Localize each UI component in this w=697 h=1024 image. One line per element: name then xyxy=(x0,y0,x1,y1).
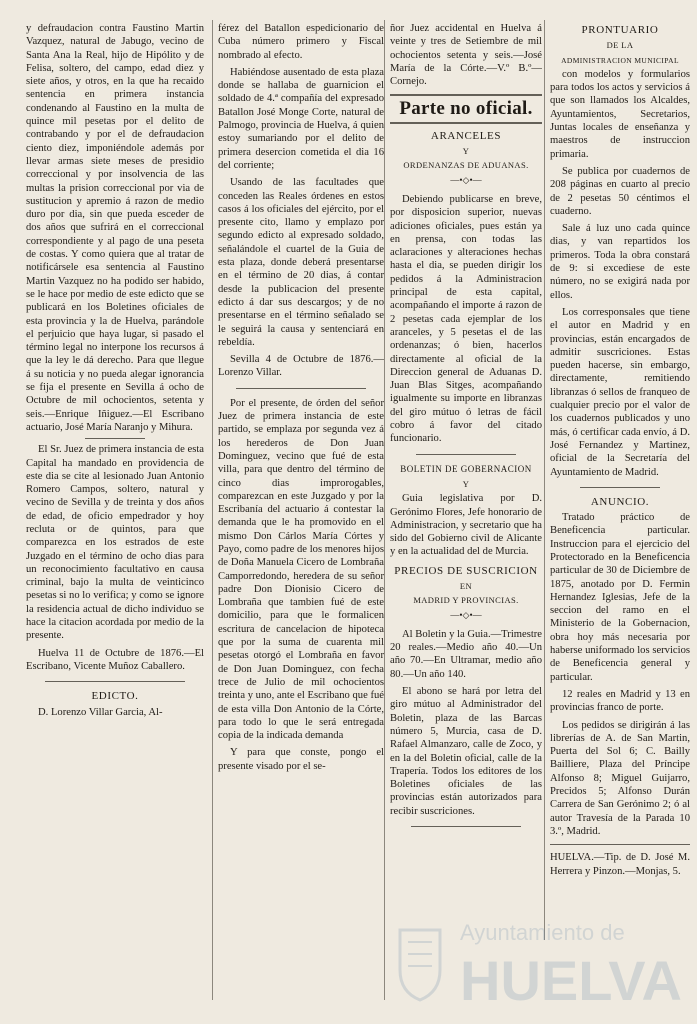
col1-paragraph-2: El Sr. Juez de primera instancia de esta Capital ha mandado en providencia de este dia se cite al lesionado Juan Antonio Romero Campos, soltero, natural y vecino de Sevilla y de treinta y dos años de edad, de oficio empedrador y hoy recluta or de quintos, para que comparezca en los estrados de este Juzgado en el término de ocho dias para un reconocimiento facultativo en causa criminal, bajo la multa de veinticinco pesetas si no lo verifica; y como se ignore la residencia actual de dicho individuo se hace la citacion acordada por medio de la presente. xyxy=(26,444,204,642)
prontuario-de-la: DE LA xyxy=(606,40,634,51)
col4-paragraph-4: Los corresponsales que tiene el autor en Madrid y en provincias, están encargados de admitir suscriciones. Estas pueden hacerse, sin embargo, directamente, remitiendo libranzas ó sellos de franqueo de cualquier precio por el valor de los cuadernos publicados y uno más, ó certificar cada envío, á D. José Fernandez y Martinez, oficial de la Secretaría del Ayuntamiento de Madrid. xyxy=(550,306,690,478)
col3-paragraph-2: Debiendo publicarse en breve, por disposicion superior, nuevas adiciones oficiales, pues están ya en prensa, con todas las aclaraciones y alteraciones hechas hasta el dia, se pueden dirigir los pedidos á la Administracion principal de esta capital, acompañando el importe á razon de 2 pesetas cada ejemplar de los aranceles, y 5 pesetas el de las ordenanzas; ó bien, hacerlos directamente al oficial de la Direccion general de Aduanas D. Juan Blas Sitges, acompañando igualmente su importe en libranzas del giro mútuo ó letras de fácil cobro á favor del citado funcionario. xyxy=(390,193,542,445)
col4-paragraph-2: Se publica por cuadernos de 208 páginas en cuarto al precio de 2 pesetas 50 céntimos el cuaderno. xyxy=(550,165,690,217)
col3-paragraph-1: ñor Juez accidental en Huelva á veinte y tres de Setiembre de mil ochocientos setenta y seis.—José María de la Córte.—V.º B.º—Cornejo. xyxy=(390,23,542,88)
col2-divider xyxy=(236,388,366,389)
col1-divider xyxy=(85,438,145,439)
col4-paragraph-1: con modelos y formularios para todos los actos y servicios á que son llamados los Alcaldes, Ayuntamientos, Secretarios, Juntas locales de enseñanza y maestros de instruccion primaria. xyxy=(550,68,690,160)
col2-paragraph-1: férez del Batallon espedicionario de Cuba número primero y Fiscal nombrado al efecto. xyxy=(218,23,384,61)
ornament-2: —•◇•— xyxy=(450,609,482,620)
col3-divider-2 xyxy=(416,454,516,455)
col2-paragraph-5: Por el presente, de órden del señor Juez de primera instancia de este partido, se emplaza por segunda vez á los herederos de Don Juan Dominguez, vecino que fué de esta villa, para que dentro del término de cinco dias improrogables, comparezcan en este Juzgado y por la Escribanía del actuario á contestar la demanda que le ha promovido en el mismo Don Cárlos María Córtes y Payo, como padre de los menores hijos de Doña Manuela Cicero de Lombraña Camporredondo, heredera de su señor padre Don Dionisio Cicero de Lombraña que tambien fué de este domicilio, para que le formalicen escritura de cancelacion de hipoteca que por la suma de cuarenta mil pesetas otorgó el Lombraña en favor de Don Juan Dominguez, con fecha trece de Julio de mil ochocientos treinta y uno, ante el Escribano que fué de esta villa Don Antonio de la Córte, para todo lo que le será entregada copia de la indicada demanda xyxy=(218,397,384,742)
col2-paragraph-2: Habiéndose ausentado de esta plaza donde se hallaba de guarnicion el soldado de 4.ª compañía del expresado Batallon José Monge Corte, natural de Palmogo, provincia de Huelva, á quien estoy sumariando por el delito de primera desercion cometida el dia 16 del corriente; xyxy=(218,66,384,171)
ornament-1: —•◇•— xyxy=(450,174,482,185)
boletin-y: Y xyxy=(462,478,470,489)
aranceles-title: ARANCELES xyxy=(430,129,502,142)
col4-paragraph-7: Los pedidos se dirigirán á las librerías de A. de San Martin, Puerta del Sol 6; C. Bailly Bailliere, Plaza del Príncipe Alfonso 8; Miguel Guijarro, Precidos 5; Alfonso Durán Carrera de San Gerónimo 2; ó al autor Travesía de la Parada 10 3.º, Madrid. xyxy=(550,719,690,837)
prontuario-title: PRONTUARIO xyxy=(581,24,659,36)
col1-paragraph-1: y defraudacion contra Faustino Martin Vazquez, natural de Jabugo, vecino de Santa Ana la Real, hijo de Hipólito y de Felisa, soltero, del campo, edad diez y siete años, y otros, en la que ha recaido sentencia en primera instancia condenando al Faustino en la multa de quince mil pesetas por el delito de contrabando y por el de defraudacion ciento diez, imponiéndole además por llevar armas siete meses de presidio correccional y por insolvencia de las multas la prision correccional por via de sustitucion y apremio á razon de medio duro por dia, sin que pueda esceder de dos años que sufrirá en el correccional correspondiente y al pago de una peseta de costas. Y como quiera que al tratar de notificársele esa sentencia al Faustino Martin Vazquez no ha podido ser habido, se le hace por medio de este edicto que se publicará en los Boletines oficiales de esta provincia y la de Huelva, parándole el perjuicio que haya lugar, si pasado el término legal no interpone los recursos á que la ley le dá derecho. Para que llegue á su noticia y no pueda alegar ignorancia se fija el presente en Sevilla á ocho de Octubre de mil ochocientos, setenta y seis.—Enrique Iñiguez.—El Escribano actuario, José María Naranjo y Mihura. xyxy=(26,23,204,433)
watermark-big-text: HUELVA xyxy=(460,949,682,1012)
col3-divider-bottom xyxy=(390,122,542,124)
col2-paragraph-6: Y para que conste, pongo el presente visado por el se- xyxy=(218,747,384,772)
col4-paragraph-5: Tratado práctico de Beneficencia particular. Instruccion para el ejercicio del Protectorado en la Beneficencia particular de 30 de Diciembre de 1875, anotado por D. Fermin Hernandez Iglesias, Jefe de la seccion del ramo en el Ministerio de la Gobernacion, obra hoy más necesaria por haberse uniformado los servicios de Beneficencia general y particular. xyxy=(550,512,690,683)
aranceles-subtitle: ORDENANZAS DE ADUANAS. xyxy=(403,160,529,171)
precios-title: PRECIOS DE SUSCRICION xyxy=(394,564,538,577)
column-3 xyxy=(390,22,542,1022)
col4-paragraph-6: 12 reales en Madrid y 13 en provincias franco de porte. xyxy=(550,688,690,714)
column-4 xyxy=(550,22,690,1022)
col2-paragraph-4: Sevilla 4 de Octubre de 1876.—Lorenzo Villar. xyxy=(218,354,384,379)
col1-paragraph-3: Huelva 11 de Octubre de 1876.—El Escribano, Vicente Muñoz Caballero. xyxy=(26,647,204,672)
precios-en: EN xyxy=(459,580,473,591)
col4-paragraph-3: Sale á luz uno cada quince dias, y van repartidos los primeros. Toda la obra constará de 9: si excediese de este número, no se exigirá nada por ellos. xyxy=(550,223,690,301)
column-rule-3 xyxy=(544,20,545,940)
anuncio-heading: ANUNCIO. xyxy=(590,495,650,508)
watermark-top-text: Ayuntamiento de xyxy=(460,920,625,945)
col1-divider-2 xyxy=(45,681,185,682)
column-rule-2 xyxy=(384,20,385,1000)
col4-divider xyxy=(580,487,660,488)
column-rule-1 xyxy=(212,20,213,1000)
boletin-title: BOLETIN DE GOBERNACION xyxy=(400,463,532,474)
col3-paragraph-4: Al Boletin y la Guia.—Trimestre 20 reales.—Medio año 40.—Un año 70.—En Ultramar, medio año 80.—Un año 140. xyxy=(390,628,542,680)
column-2 xyxy=(218,22,384,1022)
imprenta-footer: HUELVA.—Tip. de D. José M. Herrera y Pinzon.—Monjas, 5. xyxy=(550,852,690,877)
col3-paragraph-3: Guia legislativa por D. Gerónimo Flores, Jefe honorario de Administracion, y secretario que ha sido del Gobierno civil de Alicante y en la actualidad del de Murcia. xyxy=(390,493,542,558)
col4-divider-2 xyxy=(550,844,690,845)
column-1 xyxy=(26,22,204,1022)
col3-divider-3 xyxy=(411,826,521,827)
prontuario-subtitle: ADMINISTRACION MUNICIPAL xyxy=(561,55,679,65)
col3-divider-top xyxy=(390,94,542,96)
precios-subtitle: MADRID Y PROVINCIAS. xyxy=(413,595,519,606)
aranceles-y: Y xyxy=(462,146,470,157)
parte-no-oficial-heading: Parte no oficial. xyxy=(399,98,533,120)
col1-paragraph-4: D. Lorenzo Villar Garcia, Al- xyxy=(38,706,163,718)
col1-edicto-heading: EDICTO. xyxy=(91,690,139,703)
col3-paragraph-5: El abono se hará por letra del giro mútuo al Administrador del Boletin, plaza de las Barcas número 5, Murcia, casa de D. Rafael Almanzaro, calle de Zoco, y en la del Boletin oficial, calle de la Trapería. Todos los editores de los Boletines oficiales de las provincias están autorizados para recibir suscriciones. xyxy=(390,686,542,817)
col2-paragraph-3: Usando de las facultades que conceden las Reales órdenes en estos casos á los oficiales del ejército, por el presente cito, llamo y emplazo por segundo edicto al expresado soldado, señalándole el cuartel de la Guia de esta plaza, donde deberá presentarse en el término de 20 dias, á contar desde la publicacion del presente edicto á dar sus descargos; y de no presentarse en el término señalado se le seguirá la causa y sentenciará en rebeldía. xyxy=(218,177,384,348)
